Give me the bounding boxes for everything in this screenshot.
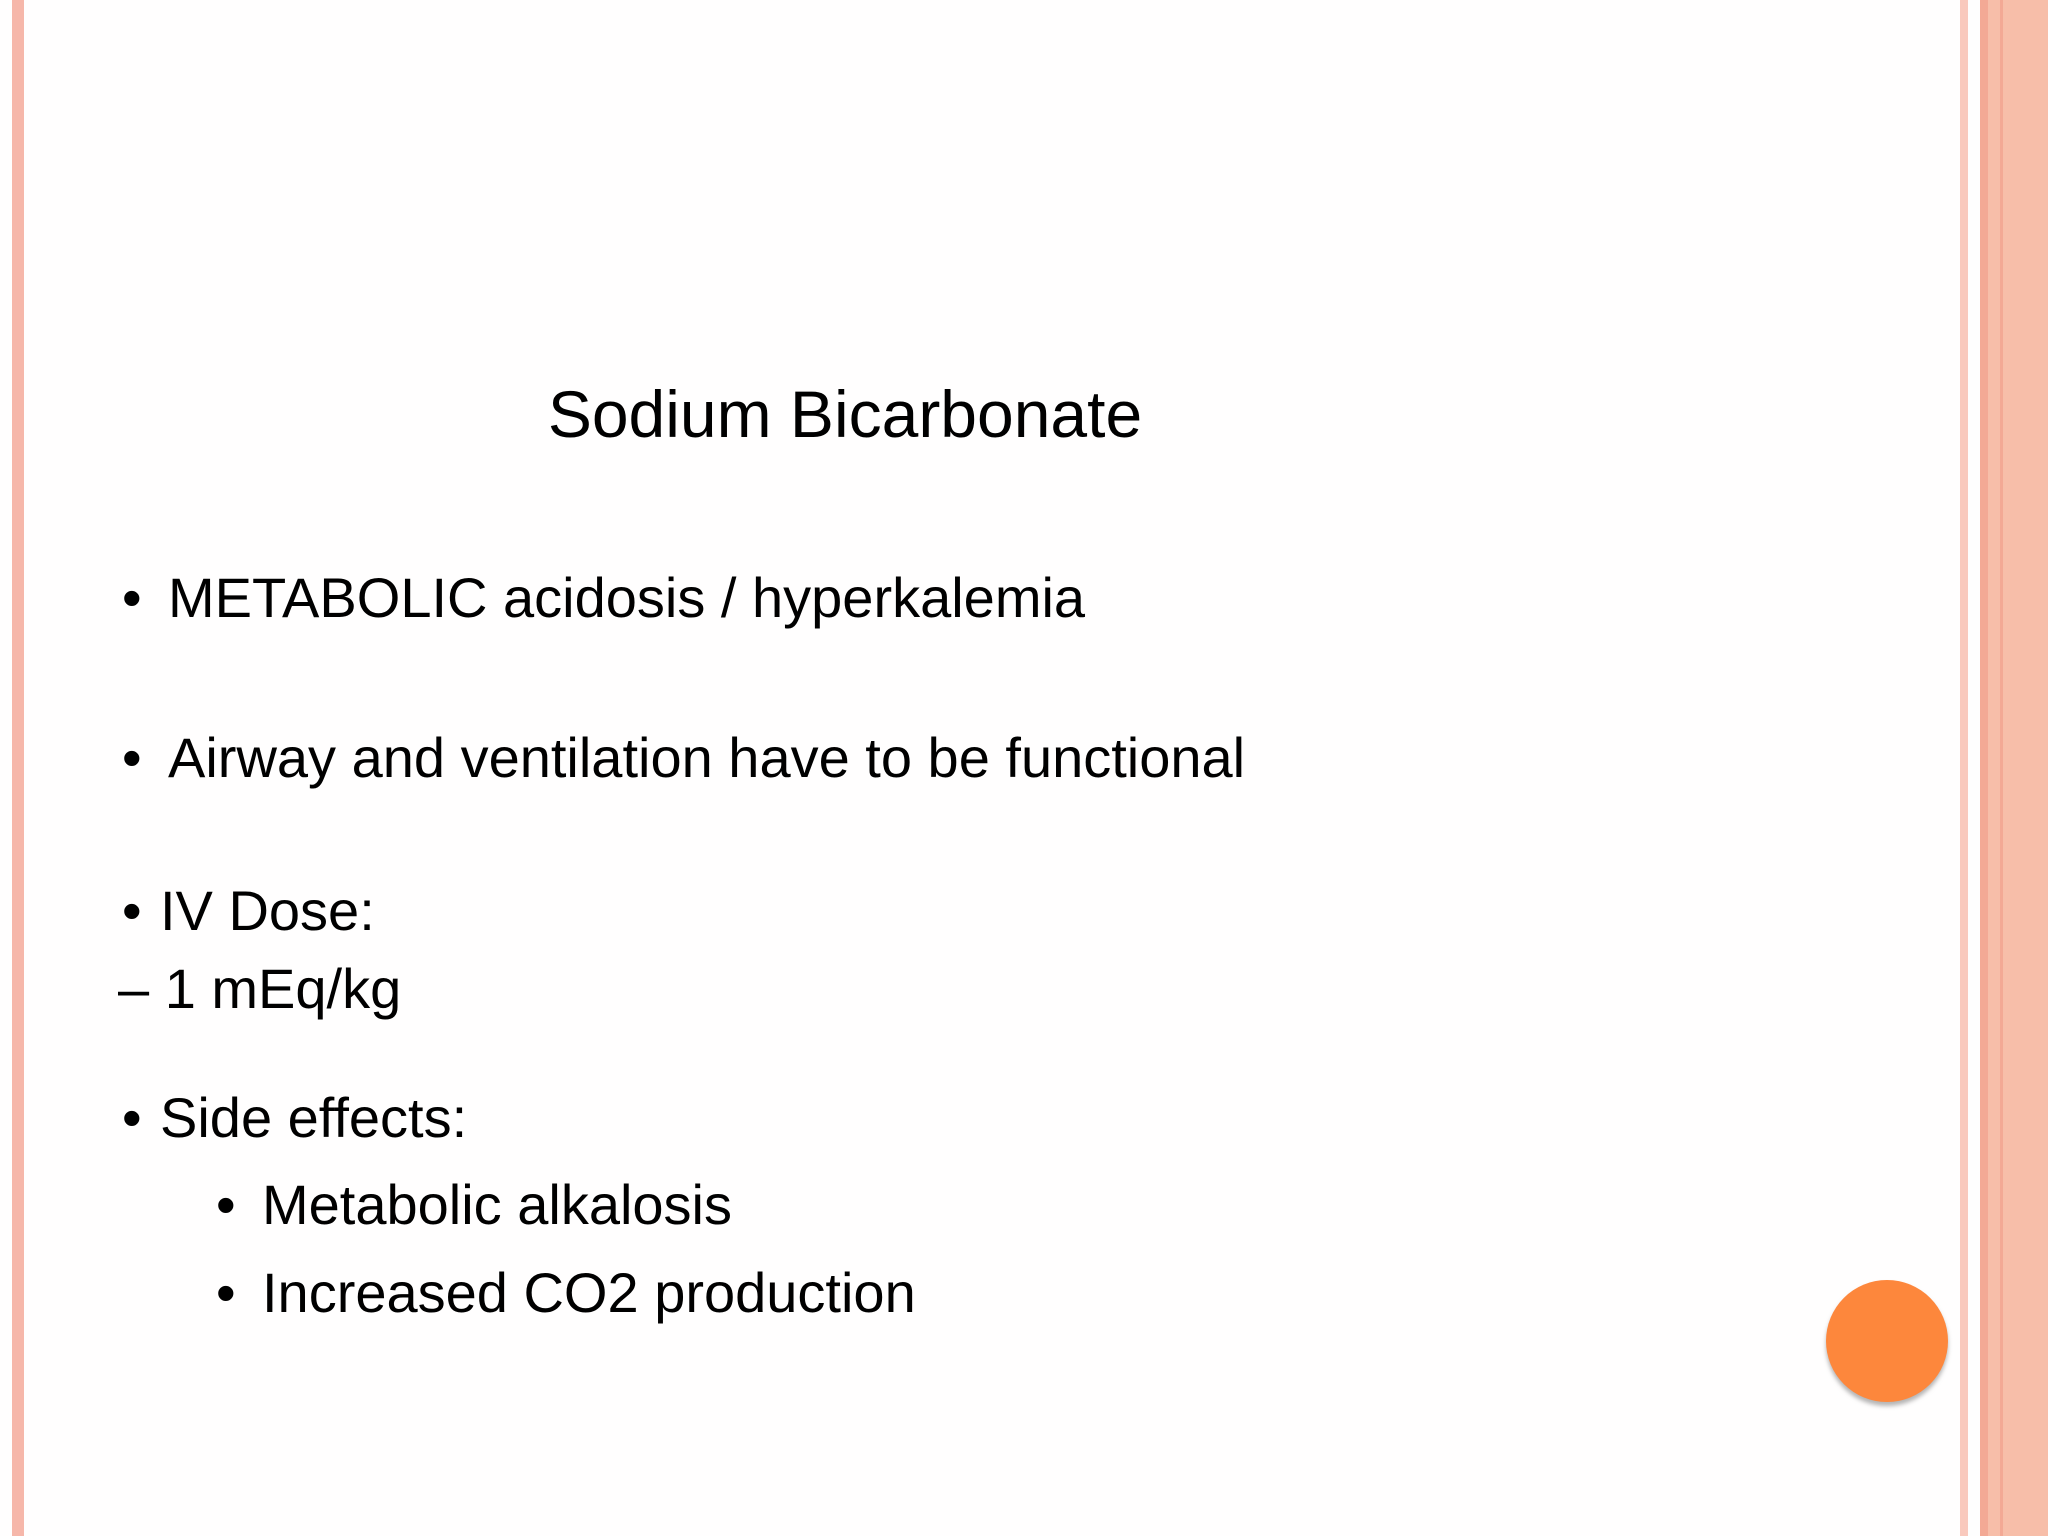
bullet-dot-icon: • (122, 566, 142, 629)
right-decorative-band (1960, 0, 1968, 1536)
side-effect-item: Increased CO2 production (262, 1261, 916, 1324)
bullet-requirement: Airway and ventilation have to be functional (168, 726, 1246, 789)
orange-circle-decoration (1826, 1280, 1948, 1402)
right-band-line (1980, 0, 1988, 1536)
bullet-dot-icon: • (122, 726, 142, 789)
bullet-dot-icon: • (122, 1086, 142, 1149)
slide-title: Sodium Bicarbonate (547, 377, 1143, 451)
bullet-dot-icon: • (122, 879, 142, 942)
side-effect-item: Metabolic alkalosis (262, 1173, 732, 1236)
right-band-inner-line (2000, 0, 2003, 1536)
right-band-gap (1968, 0, 1980, 1536)
sub-bullet-dot-icon: • (216, 1173, 236, 1236)
dose-label: IV Dose: (160, 879, 375, 942)
dose-value: – 1 mEq/kg (118, 957, 402, 1020)
right-band-fill (1988, 0, 2048, 1536)
bullet-indication: METABOLIC acidosis / hyperkalemia (168, 566, 1086, 629)
sub-bullet-dot-icon: • (216, 1261, 236, 1324)
side-effects-label: Side effects: (160, 1086, 468, 1149)
left-decorative-stripe (12, 0, 24, 1536)
